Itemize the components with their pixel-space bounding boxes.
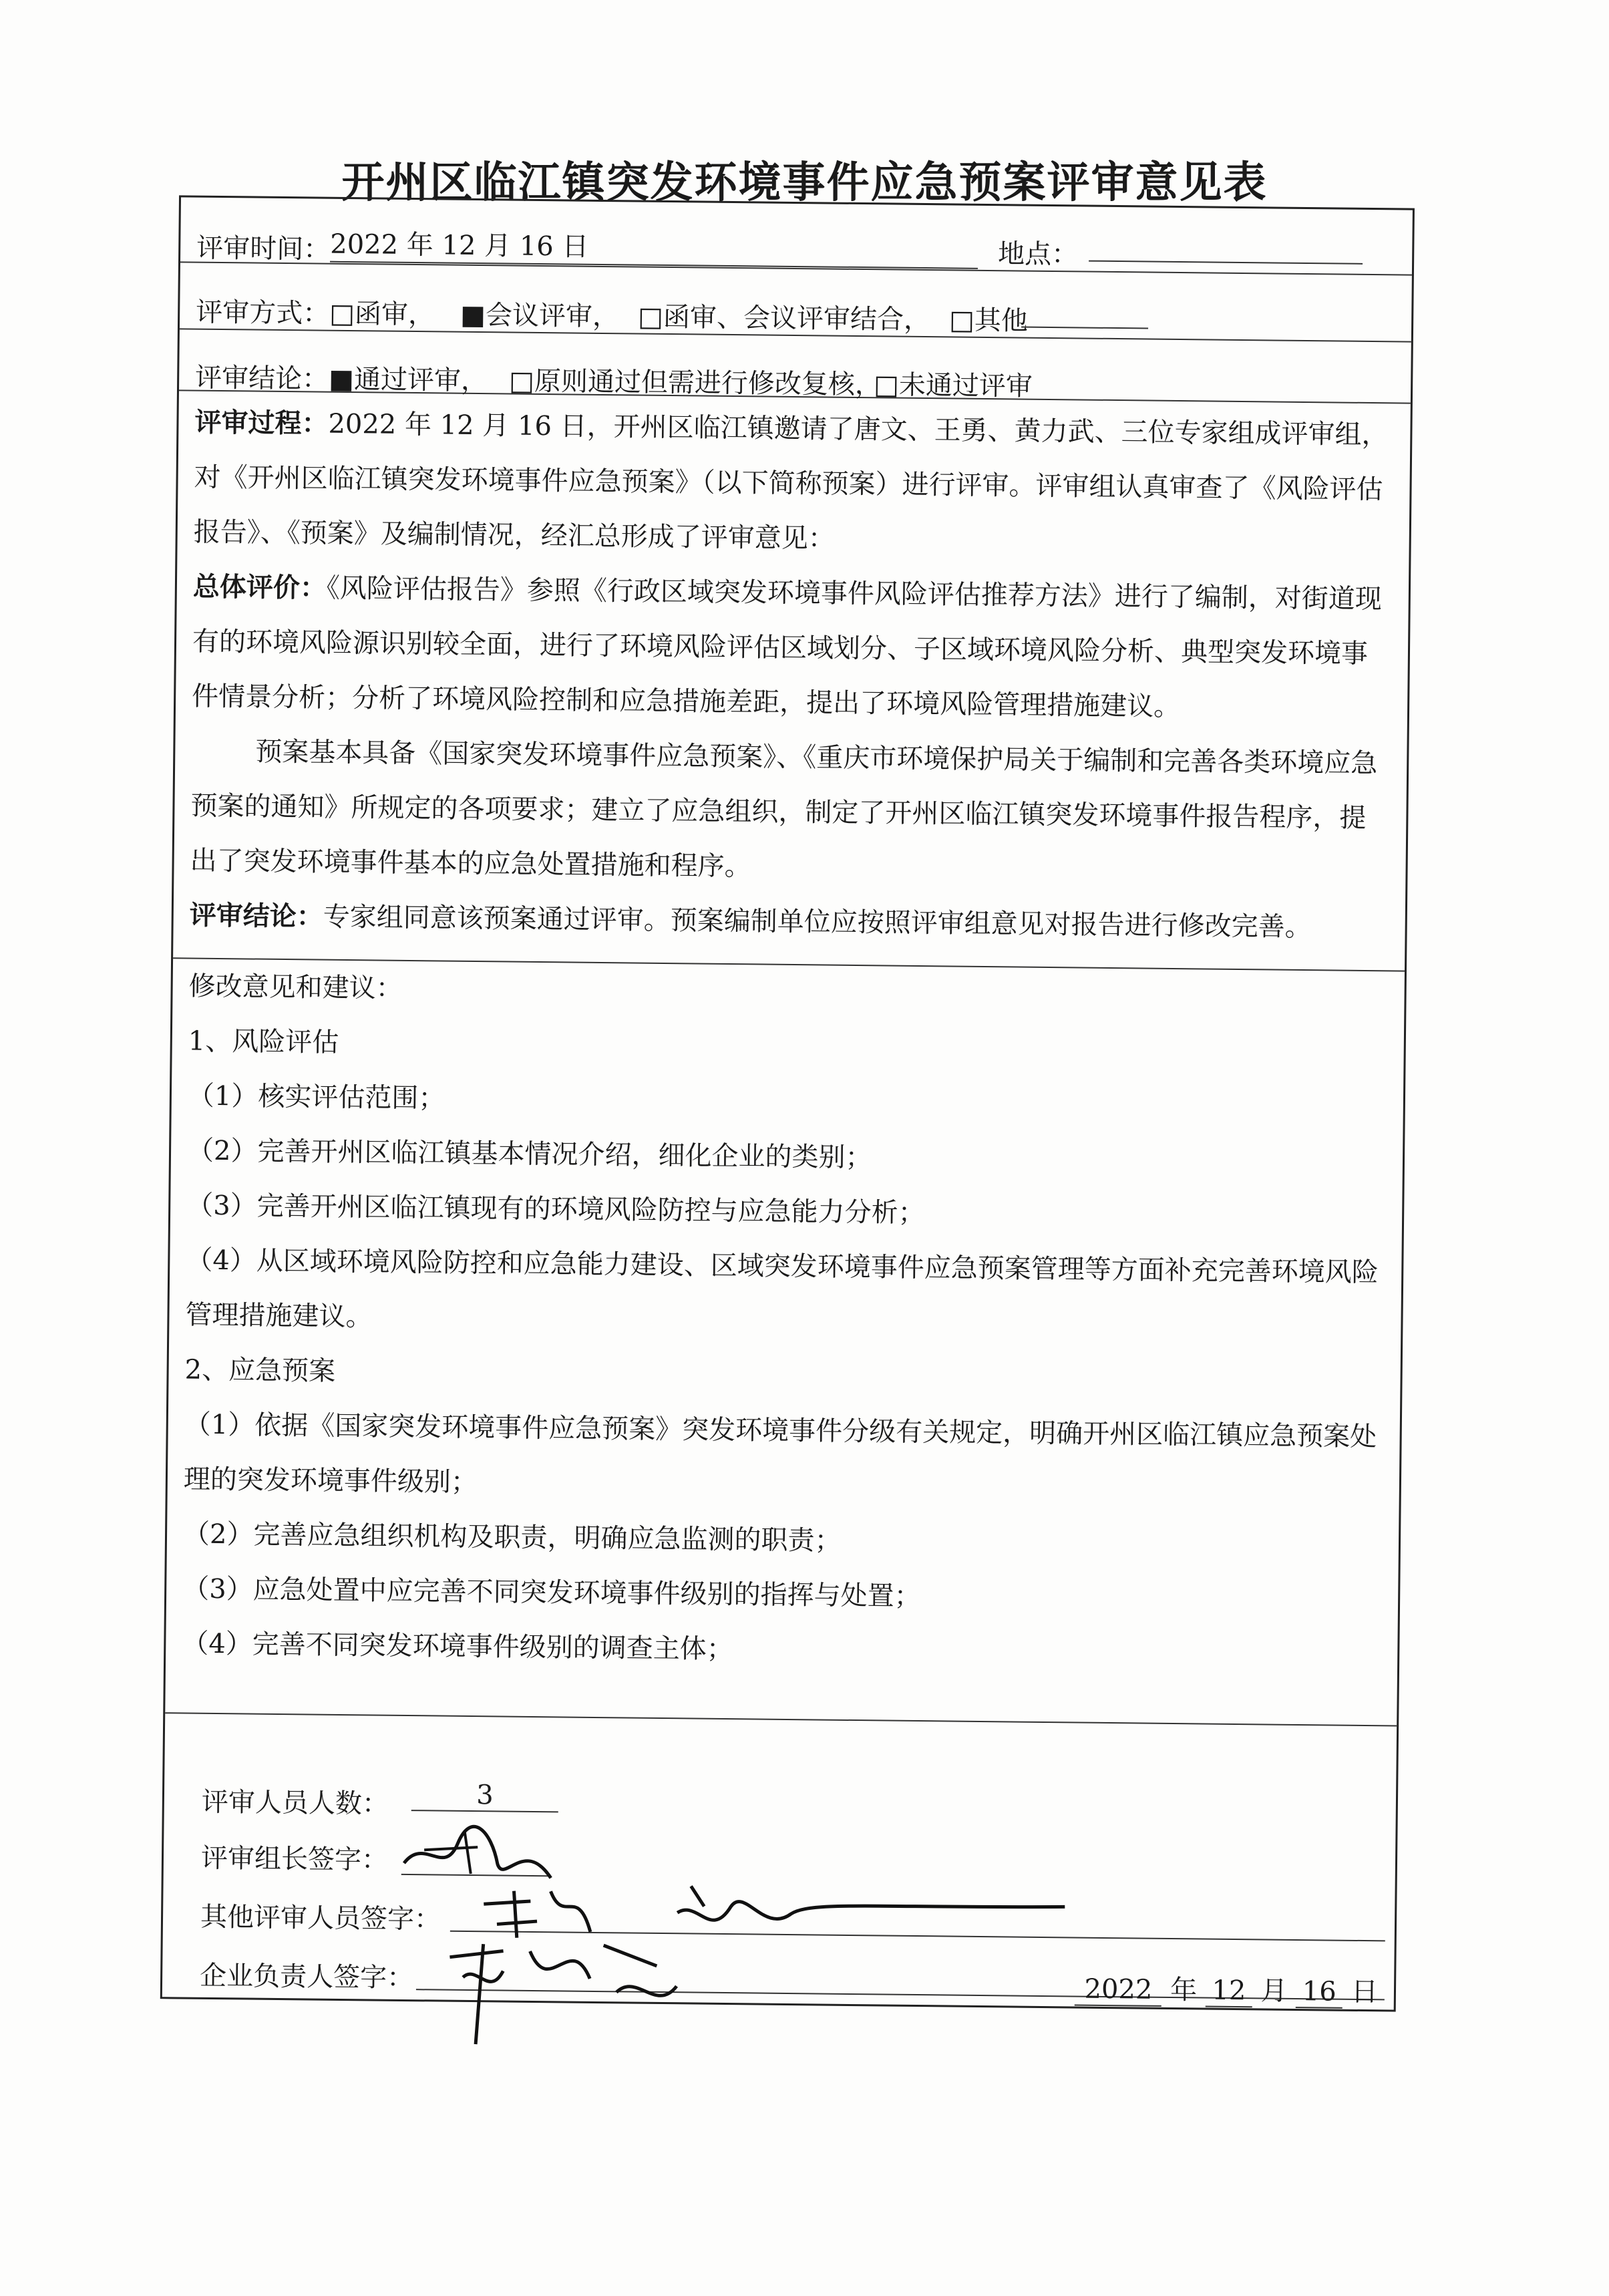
suggestion-item: （4）完善不同突发环境事件级别的调查主体；: [182, 1628, 733, 1665]
time-label: 评审时间：: [196, 232, 331, 265]
date-day: 16: [1296, 1976, 1343, 2009]
suggestion-item: （4）从区域环境风险防控和应急能力建设、区域突发环境事件应急预案管理等方面补充完善环境风险管理措施建议。: [185, 1245, 1379, 1333]
company-label: 企业负责人签字：: [199, 1960, 414, 1994]
date-year-char: 年: [1170, 1975, 1198, 2006]
time-value: 2022 年 12 月 16 日: [330, 223, 978, 269]
result-paragraph: [189, 888, 1389, 956]
suggestion-item: 2、应急预案: [184, 1354, 336, 1387]
date-month-char: 月: [1260, 1975, 1288, 2007]
process-section: [189, 395, 1394, 956]
conclusion-option-revise[interactable]: □原则通过但需进行修改复核，: [508, 365, 882, 401]
conclusion-label: 评审结论：: [194, 362, 329, 395]
time-place-row: [180, 197, 1413, 275]
result-label: 评审结论：: [189, 900, 323, 933]
date-year: 2022: [1075, 1974, 1161, 2007]
method-label: 评审方式：: [195, 297, 330, 329]
method-option-other[interactable]: □其他: [948, 305, 1029, 337]
process-row: [173, 391, 1411, 971]
suggestions-row: [165, 959, 1405, 1726]
method-option-combined[interactable]: □函审、会议评审结合，: [637, 301, 931, 336]
method-other-blank: [1021, 297, 1148, 329]
suggestion-item: 1、风险评估: [188, 1025, 339, 1058]
suggestion-item: （1）核实评估范围；: [187, 1080, 445, 1114]
count-label: 评审人员人数：: [201, 1786, 389, 1820]
overall-paragraph-2: 预案基本具备《国家突发环境事件应急预案》、《重庆市环境保护局关于编制和完善各类环境应急预案的通知》所规定的各项要求；建立了应急组织，制定了开州区临江镇突发环境事件报告程序，提出了突发环境事件基本的应急处置措施和程序。: [190, 736, 1378, 882]
overall-paragraph: [192, 560, 1393, 737]
review-form: [160, 195, 1415, 2011]
overall-text: 《风险评估报告》参照《行政区域突发环境事件风险评估推荐方法》进行了编制，对街道现有的环境风险源识别较全面，进行了环境风险评估区域划分、子区域环境风险分析、典型突发环境事件情景分析；分析了环境风险控制和应急措施差距，提出了环境风险管理措施建议。: [191, 572, 1383, 723]
process-text: 2022 年 12 月 16 日，开州区临江镇邀请了唐文、王勇、黄力武、三位专家组成评审组，对《开州区临江镇突发环境事件应急预案》（以下简称预案）进行评审。评审组认真审查了《风险评估报告》、《预案》及编制情况，经汇总形成了评审意见：: [193, 408, 1389, 554]
others-label: 其他评审人员签字：: [200, 1901, 441, 1935]
leader-label: 评审组长签字：: [200, 1842, 389, 1876]
conclusion-option-pass[interactable]: ■通过评审，: [328, 363, 488, 397]
place-value: [1089, 231, 1363, 265]
method-option-meeting[interactable]: ■会议评审，: [460, 299, 620, 333]
suggestion-item: （3）完善开州区临江镇现有的环境风险防控与应急能力分析；: [186, 1190, 925, 1229]
suggestion-item: （3）应急处置中应完善不同突发环境事件级别的指挥与处置；: [182, 1573, 921, 1613]
suggestion-item: （1）依据《国家突发环境事件应急预案》突发环境事件分级有关规定，明确开州区临江镇应急预案处理的突发环境事件级别；: [183, 1409, 1377, 1498]
company-signature: [435, 1917, 691, 2053]
method-option-letter[interactable]: □函审，: [329, 298, 435, 331]
date-line: [1075, 1968, 1378, 2009]
overall-label: 总体评价：: [192, 571, 327, 604]
place-label: 地点：: [997, 238, 1079, 271]
page-title: 开州区临江镇突发环境事件应急预案评审意见表: [341, 158, 1268, 208]
process-label: 评审过程：: [194, 407, 329, 440]
result-text: 专家组同意该预案通过评审。预案编制单位应按照评审组意见对报告进行修改完善。: [323, 901, 1312, 943]
suggestion-item: （2）完善开州区临江镇基本情况介绍，细化企业的类别；: [186, 1135, 872, 1174]
conclusion-option-fail[interactable]: □未通过评审: [873, 369, 1033, 402]
process-paragraph: [193, 395, 1394, 572]
date-day-char: 日: [1351, 1976, 1379, 2008]
date-month: 12: [1206, 1975, 1252, 2008]
suggestions-heading: 修改意见和建议：: [188, 971, 403, 1004]
suggestions-section: [182, 959, 1389, 1684]
suggestion-item: （2）完善应急组织机构及职责，明确应急监测的职责；: [182, 1518, 842, 1556]
method-row: [180, 263, 1412, 342]
count-value: 3: [411, 1779, 558, 1812]
